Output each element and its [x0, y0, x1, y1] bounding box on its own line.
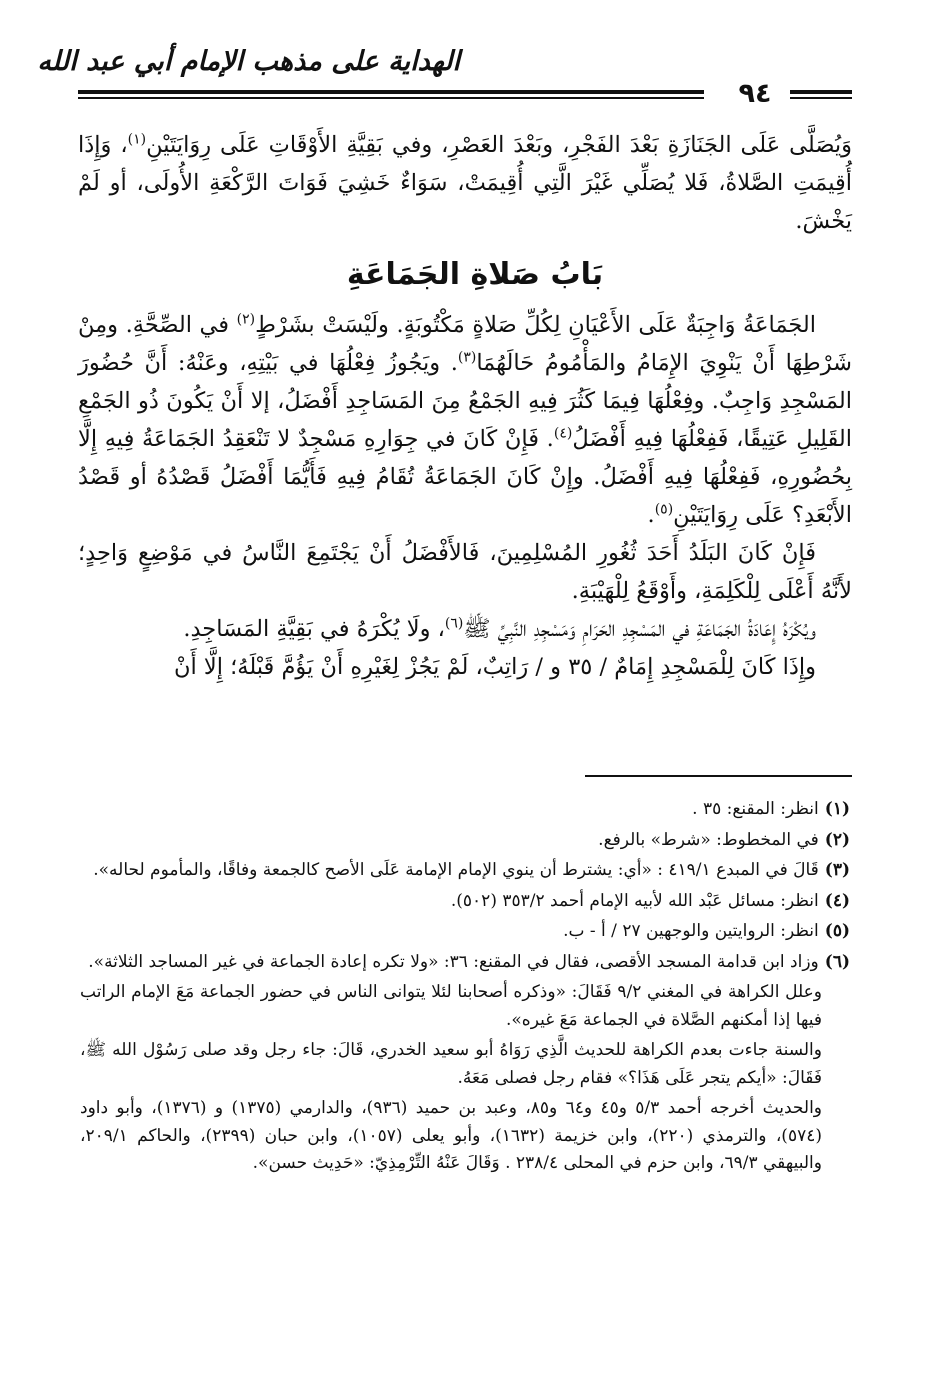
page-number-rule-bottom [790, 97, 852, 99]
running-header-title: الهداية على مذهب الإمام أبي عبد الله [37, 46, 460, 77]
footnote-text: في المخطوط: «شرط» بالرفع. [598, 829, 819, 850]
footnote-ref-3: (٣) [457, 349, 477, 366]
footnote-text: وزاد ابن قدامة المسجد الأقصى، فقال في المقنع: ٣٦: «ولا تكره إعادة الجماعة في غير المساجد الثلاثة». [88, 951, 819, 972]
footnote-number: (٦) [824, 951, 850, 972]
continuation-paragraph [78, 126, 852, 240]
footnote-text: انظر: المقنع: ٣٥ . [692, 799, 819, 819]
header-rule-top [78, 90, 704, 94]
footnote-ref-5: (٥) [654, 501, 674, 518]
footnote-number: (٥) [824, 921, 850, 941]
paragraph-3-part-b: ، ولَا يُكْرَهُ في بَقِيَّةِ المَسَاجِدِ. [183, 616, 445, 642]
footnote-continuation: والحديث أخرجه أحمد ٥/٣ و٤٥ و٦٤ و٨٥، وعبد بن حميد (٩٣٦)، والدارمي (١٣٧٥) و (١٣٧٦)، وأبو داود (٥٧٤)، والترمذي (٢٢٠)، وابن خزيمة (١٦٣٢)، وأبو يعلى (١٠٥٧)، وابن حبان (٢٣٩٩)، والحاكم ٢٠٩/١، والبيهقي ٦٩/٣، وابن حزم في المحلى ٢٣٨/٤ . وَقَالَ عَنْهُ التِّرْمِذِيّ: «حَدِيث حسن». [80, 1098, 822, 1173]
footnote-text: انظر: مسائل عَبْد الله لأبيه الإمام أحمد ٣٥٣/٢ (٥٠٢). [450, 890, 819, 911]
paragraph-1-part-c: . ويَجُوزُ فِعْلُهَا في بَيْتِهِ، وعَنْهُ: أَنَّ حُضُورَ المَسْجِدِ وَاجِبٌ. وفِعْلُهَا فِيمَا كَثُرَ فِيهِ الجَمْعُ مِنَ المَسَاجِدِ أَفْضَلُ، إلا أَنْ يَكُونَ ذُو الجَمْعِ القَلِيلِ عَتِيقًا، فَفِعْلُهَا فِيهِ أَفْضَلُ [78, 350, 852, 452]
footnote [80, 827, 850, 855]
footnote [80, 857, 850, 885]
footnote-text: قَالَ في المبدع ٤١٩/١ : «أي: يشترط أن ينوي الإمام الإمامة عَلَى الأصح كالجمعة وفاقًا، والمأموم لحاله». [93, 860, 819, 880]
paragraph-3 [78, 610, 852, 648]
paragraph-1-part-e: . [647, 502, 655, 528]
footnote-number: (٣) [824, 860, 850, 880]
footnote-ref-2: (٢) [236, 311, 256, 328]
footnote-separator [585, 775, 852, 777]
main-text [78, 306, 852, 686]
page-number: ٩٤ [738, 78, 772, 109]
paragraph-3-part-a: ويُكْرَهُ إِعَادَةُ الجَمَاعَةِ في المَسْجِدِ الحَرَامِ وَمَسْجِدِ النَّبِيِّ ﷺ [463, 616, 816, 642]
continuation-text-2: ، وَإِذَا أُقِيمَتِ الصَّلاةُ، فَلا يُصَلِّي غَيْرَ الَّتِي أُقِيمَتْ، سَوَاءٌ خَشِيَ فَوَاتَ الرَّكْعَةِ الأُولَى، أو لَمْ يَخْشَ. [78, 132, 852, 234]
footnote-number: (٢) [824, 829, 850, 850]
chapter-title: بَابُ صَلاةِ الجَمَاعَةِ [346, 257, 604, 292]
footnote [80, 796, 850, 824]
footnote-ref-6: (٦) [444, 615, 464, 632]
footnote [80, 918, 850, 946]
paragraph-1-part-d: . فَإِنْ كَانَ في جِوَارِهِ مَسْجِدٌ لا تَنْعَقِدُ الجَمَاعَةُ فِيهِ إِلَّا بِحُضُورِهِ، فَفِعْلُهَا فِيهِ أَفْضَلُ. وإِنْ كَانَ الجَمَاعَةُ تُقَامُ فِيهِ فَأَيُّمَا أَفْضَلُ قَصْدُهُ أو قَصْدُ الأَبْعَدِ؟ عَلَى رِوَايَتَيْنِ [78, 426, 852, 528]
footnote-number: (٤) [824, 890, 850, 911]
footnote-continuation: وعلل الكراهة في المغني ٩/٢ فَقَالَ: «وذكره أصحابنا لئلا يتوانى الناس في حضور الجماعة مَعَ الإمام الراتب فيها إذا أمكنهم الصَّلاة في الجماعة مَعَ غيره». [80, 982, 822, 1030]
footnote-ref-1: (١) [127, 131, 147, 148]
paragraph-1-part-b: في الصِّحَّةِ. ومِنْ شَرْطِهَا أَنْ يَنْوِيَ الإِمَامُ والمَأْمُومُ حَالَهُمَا [78, 312, 852, 376]
paragraph-1 [78, 306, 852, 534]
footnote-text: انظر: الروايتين والوجهين ٢٧ / أ - ب. [563, 921, 819, 941]
footnote-number: (١) [824, 799, 850, 819]
header-rule-bottom [78, 97, 704, 99]
paragraph-4: وإِذَا كَانَ لِلْمَسْجِدِ إِمَامٌ / ٣٥ و / رَاتِبٌ، لَمْ يَجُزْ لِغَيْرِهِ أَنْ يَؤُمَّ قَبْلَهُ؛ إِلَّا أَنْ [173, 654, 816, 680]
footnote [80, 949, 850, 977]
footnotes [80, 796, 850, 1181]
footnote-ref-4: (٤) [553, 425, 573, 442]
footnote [80, 888, 850, 916]
continuation-text: وَيُصَلَّى عَلَى الجَنَازَةِ بَعْدَ الفَجْرِ، وبَعْدَ العَصْرِ، وفي بَقِيَّةِ الأَوْقَاتِ عَلَى رِوَايَتَيْنِ [146, 132, 852, 158]
footnote-continuation: والسنة جاءت بعدم الكراهة للحديث الَّذِي رَوَاهُ أبو سعيد الخدري، قَالَ: جاء رجل وقد صلى رَسُوْل الله ﷺ، فَقَالَ: «أيكم يتجر عَلَى هَذَا؟» فقام رجل فصلى مَعَهُ. [80, 1040, 822, 1088]
paragraph-1-part-a: الجَمَاعَةُ وَاجِبَةٌ عَلَى الأَعْيَانِ لِكُلِّ صَلاةٍ مَكْتُوبَةٍ. ولَيْسَتْ بشَرْطٍ [255, 312, 816, 338]
page-number-rule-top [790, 90, 852, 94]
paragraph-2: فَإِنْ كَانَ البَلَدُ أَحَدَ ثُغُورِ المُسْلِمِينَ، فَالأَفْضَلُ أَنْ يَجْتَمِعَ النَّاسُ في مَوْضِعٍ وَاحِدٍ؛ لأَنَّهُ أَعْلَى لِلْكَلِمَةِ، وأَوْقَعُ لِلْهَيْبَةِ. [78, 540, 852, 604]
